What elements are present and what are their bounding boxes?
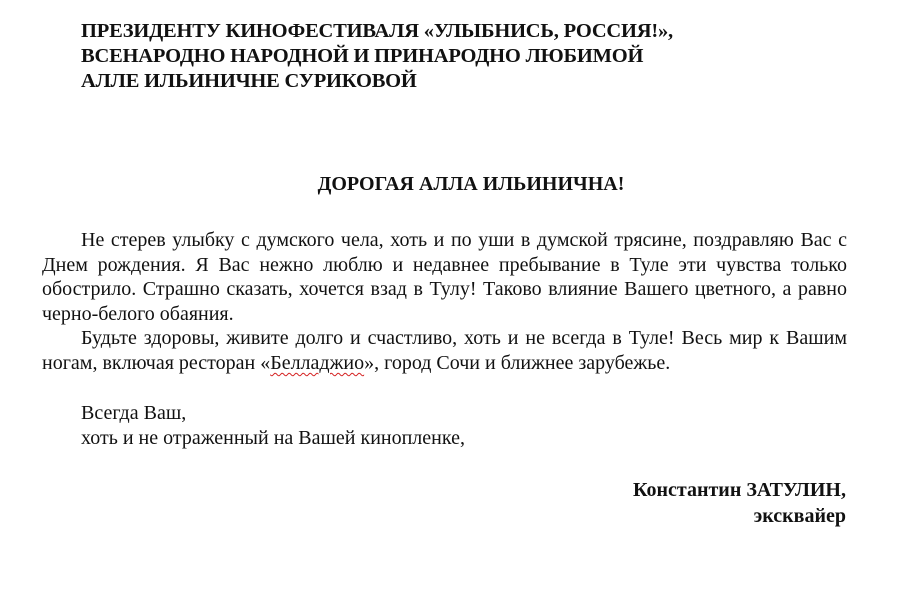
addressee-line: ПРЕЗИДЕНТУ КИНОФЕСТИВАЛЯ «УЛЫБНИСЬ, РОССИЯ!», bbox=[81, 20, 673, 42]
letter-body bbox=[42, 228, 847, 376]
addressee-line: АЛЛЕ ИЛЬИНИЧНЕ СУРИКОВОЙ bbox=[81, 70, 417, 92]
closing-line: хоть и не отраженный на Вашей кинопленке, bbox=[81, 427, 465, 449]
paragraph-text: Будьте здоровы, живите долго и счастливо, хоть и не всегда в Туле! Весь мир к Вашим ногам, включая ресторан « bbox=[42, 327, 847, 374]
paragraph-text: », город Сочи и ближнее зарубежье. bbox=[364, 351, 671, 374]
signature-name: Константин ЗАТУЛИН, bbox=[632, 479, 846, 501]
body-paragraph bbox=[42, 326, 847, 375]
signature-block bbox=[633, 477, 846, 529]
spellcheck-flagged-word[interactable]: Белладжио bbox=[270, 351, 365, 374]
closing-line: Всегда Ваш, bbox=[81, 402, 187, 424]
addressee-block bbox=[81, 19, 801, 94]
closing-block bbox=[81, 401, 465, 451]
salutation: ДОРОГАЯ АЛЛА ИЛЬИНИЧНА! bbox=[317, 173, 625, 195]
addressee-line: ВСЕНАРОДНО НАРОДНОЙ И ПРИНАРОДНО ЛЮБИМОЙ bbox=[81, 45, 644, 67]
signature-title: эксквайер bbox=[753, 505, 846, 527]
body-paragraph: Не стерев улыбку с думского чела, хоть и по уши в думской трясине, поздравляю Вас с Днем рождения. Я Вас нежно люблю и недавнее пребывание в Туле эти чувства только обострило. Страшно сказать, хочется взад в Тулу! Таково влияние Вашего цветного, а равно черно-белого обаяния. bbox=[42, 229, 847, 325]
